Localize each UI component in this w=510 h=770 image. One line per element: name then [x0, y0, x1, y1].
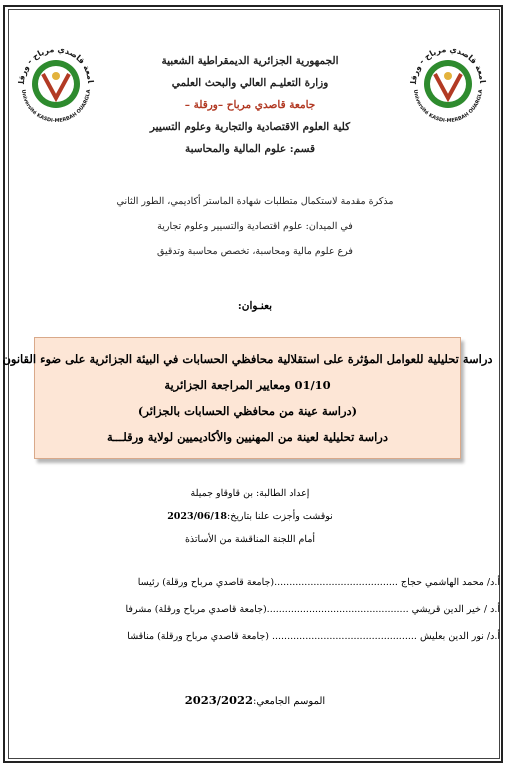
- faculty-line: كلية العلوم الاقتصادية والتجارية وعلوم التسيير: [149, 121, 351, 133]
- season-years: 2023/2022: [184, 693, 253, 707]
- defense-date: 2023/06/18: [167, 511, 228, 522]
- committee-member-examiner: أ.د/ نور الدين بعليش ................................................ (جامعة قاصدي مرباح ورقلة) مناقشا: [127, 631, 500, 642]
- committee-member-supervisor: أ.د / خير الدين قريشي ...............................................(جامعة قاصدي مرباح ورقلة) مشرفا: [125, 604, 500, 615]
- memo-line: مذكرة مقدمة لاستكمال متطلبات شهادة الماستر أكاديمي، الطور الثاني: [116, 196, 394, 207]
- field-line: في الميدان: علوم اقتصادية والتسيير وعلوم تجارية: [157, 221, 353, 232]
- title-line-2: 01/10 ومعايير المراجعة الجزائرية: [164, 378, 331, 392]
- academic-season: [10, 693, 500, 707]
- logo-latin-text: Université KASDI-MERBAH OUARGLA: [19, 89, 93, 125]
- university-logo-right: [404, 40, 492, 128]
- prepared-by-line: إعداد الطالبة: بن قاوقاو جميلة: [190, 488, 310, 499]
- branch-line: فرع علوم مالية ومحاسبة، تخصص محاسبة وتدقيق: [157, 246, 353, 257]
- defense-label: نوقشت وأجزت علنا بتاريخ:: [227, 511, 333, 522]
- title-line-3: (دراسة عينة من محافظي الحسابات بالجزائر): [137, 404, 358, 418]
- student-info-block: [100, 488, 400, 557]
- title-line-4: دراسة تحليلية لعينة من المهنيين والأكاديميين لولاية ورقلـــة: [107, 430, 388, 444]
- university-line: جامعة قاصدي مرباح –ورقلة –: [184, 99, 316, 111]
- ministry-line: وزارة التعليـم العالي والبحث العلمي: [171, 77, 329, 89]
- title-line-1: دراسة تحليلية للعوامل المؤثرة على استقلالية محافظي الحسابات في البيئة الجزائرية على ضوء القانون: [2, 352, 493, 366]
- title-label: بعنـوان:: [237, 300, 273, 312]
- logo-arabic-text: امعة قاصدي مرباح - ورقل: [16, 44, 96, 85]
- department-line: قسم: علوم المالية والمحاسبة: [184, 143, 316, 155]
- thesis-title-box: [2, 337, 493, 459]
- committee-label: أمام اللجنة المناقشة من الأساتذة: [184, 534, 316, 545]
- thesis-info-block: [10, 196, 500, 271]
- defense-line: [100, 511, 400, 522]
- republic-line: الجمهورية الجزائرية الديمقراطية الشعبية: [161, 55, 339, 67]
- committee-member-president: أ.د/ محمد الهاشمي حجاج .........................................(جامعة قاصدي مرباح ورقلة) رئيسا: [137, 577, 500, 588]
- committee-list: [10, 577, 500, 658]
- logo-arabic-text: امعة قاصدي مرباح - ورقل: [408, 44, 488, 85]
- header-block: [100, 55, 400, 165]
- university-logo-left: [12, 40, 100, 128]
- logo-latin-text: Université KASDI-MERBAH OUARGLA: [411, 89, 485, 125]
- season-label: الموسم الجامعي:: [253, 696, 326, 707]
